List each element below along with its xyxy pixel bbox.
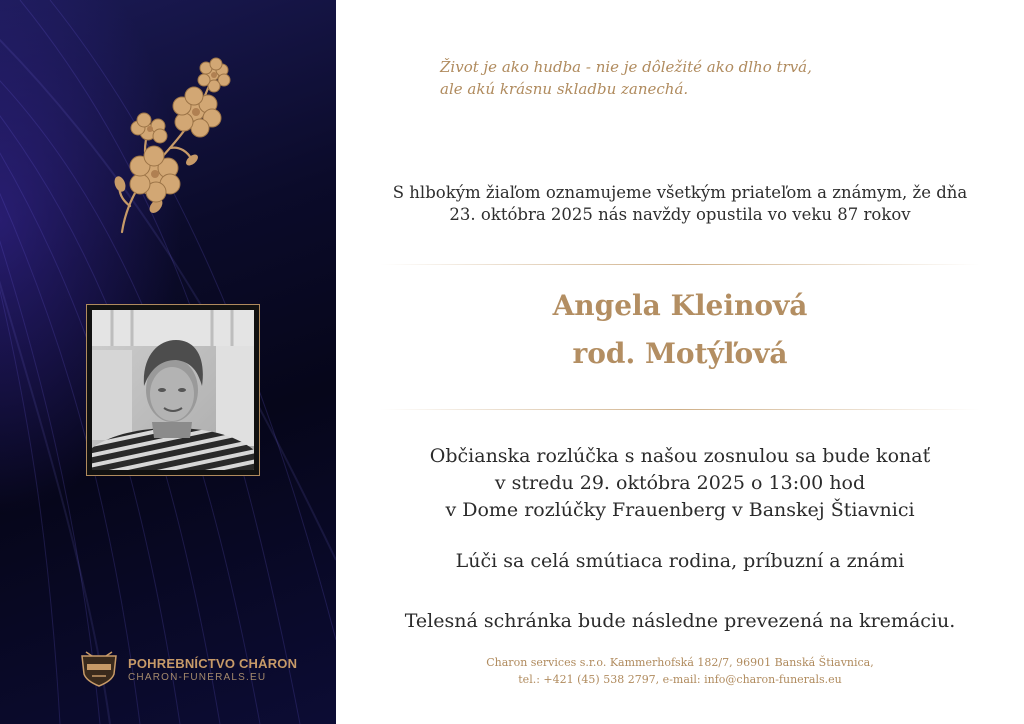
- ceremony-details: [336, 443, 1024, 524]
- ceremony-line-2: v stredu 29. októbra 2025 o 13:00 hod: [494, 472, 866, 494]
- contact-info: [336, 654, 1024, 688]
- quote-line-1: Život je ako hudba - nie je dôležité ako dlho trvá,: [440, 58, 812, 76]
- deceased-name-block: [336, 282, 1024, 378]
- ceremony-line-3: v Dome rozlúčky Frauenberg v Banskej Štiavnici: [445, 499, 915, 521]
- divider-top: [380, 264, 980, 265]
- divider-bottom: [380, 409, 980, 410]
- ceremony-line-1: Občianska rozlúčka s našou zosnulou sa bude konať: [429, 445, 931, 467]
- funeral-home-logo: [78, 650, 297, 688]
- charon-shield-icon: [78, 650, 120, 688]
- deceased-name: Angela Kleinová: [552, 289, 808, 322]
- death-announcement-text: [336, 182, 1024, 226]
- logo-name: POHREBNÍCTVO CHÁRON: [128, 655, 298, 671]
- memorial-quote: [440, 56, 812, 100]
- intro-line-1: S hlbokým žiaľom oznamujeme všetkým priateľom a známym, že dňa: [392, 183, 968, 202]
- portrait-photo-frame: [86, 304, 260, 476]
- cremation-notice: Telesná schránka bude následne prevezená na kremáciu.: [404, 610, 956, 632]
- decorative-side-panel: [0, 0, 336, 724]
- gold-flower-icon: [108, 56, 238, 236]
- announcement-content: [336, 0, 1024, 724]
- mourners-text: Lúči sa celá smútiaca rodina, príbuzní a známi: [455, 550, 905, 572]
- quote-line-2: ale akú krásnu skladbu zanechá.: [440, 80, 689, 98]
- deceased-maiden-name: rod. Motýľová: [572, 337, 788, 370]
- portrait-photo: [92, 310, 254, 470]
- intro-line-2: 23. októbra 2025 nás navždy opustila vo veku 87 rokov: [449, 205, 911, 224]
- logo-website: CHARON-FUNERALS.EU: [128, 671, 267, 683]
- contact-phone-email: tel.: +421 (45) 538 2797, e-mail: info@charon-funerals.eu: [518, 673, 842, 686]
- contact-address: Charon services s.r.o. Kammerhofská 182/7, 96901 Banská Štiavnica,: [486, 656, 874, 669]
